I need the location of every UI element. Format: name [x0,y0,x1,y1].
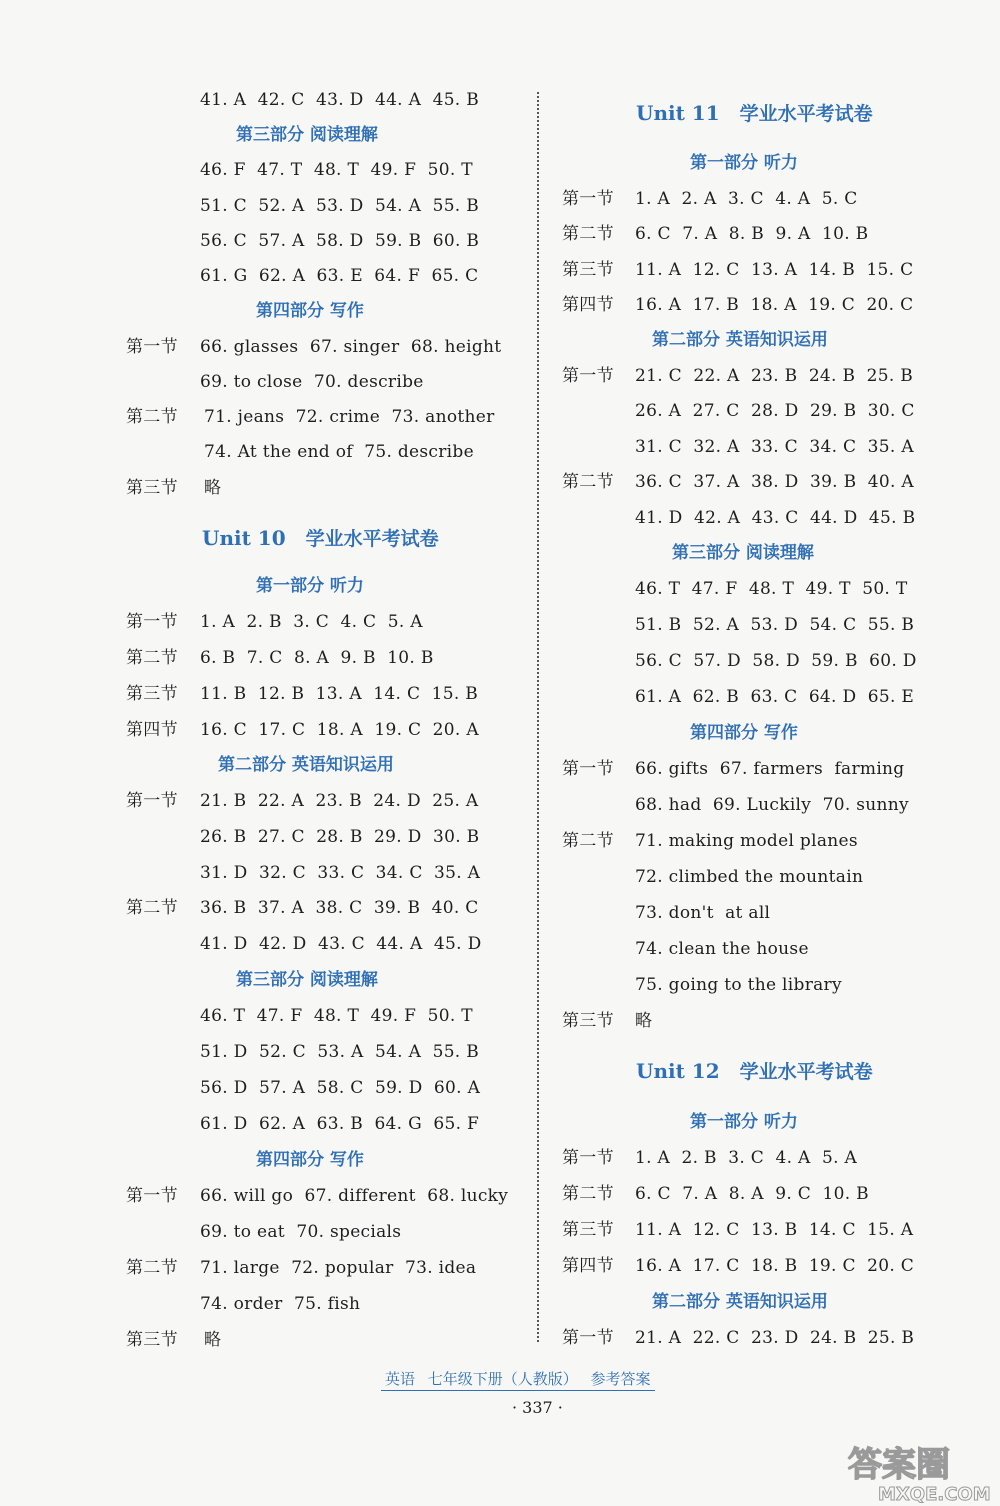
answer-row [540,358,1000,394]
unit-heading [202,518,439,558]
answer-row [0,1214,530,1250]
unit-number: Unit 11 [636,101,720,125]
answer-text: 11. B 12. B 13. A 14. C 15. B [200,684,479,704]
unit-title: 学业水平考试卷 [305,528,439,550]
answer-text: 36. C 37. A 38. D 39. B 40. A [635,472,915,492]
answer-text: 6. C 7. A 8. B 9. A 10. B [635,224,869,244]
answer-text: 46. T 47. F 48. T 49. F 50. T [200,1006,473,1026]
answer-text: 41. D 42. A 43. C 44. D 45. B [635,508,916,528]
answer-row [540,393,1000,429]
unit-number: Unit 10 [202,526,286,550]
section-heading: 第四部分 写作 [256,301,364,321]
answer-row [0,855,530,891]
answer-row [0,604,530,640]
unit-heading [636,1051,873,1091]
answer-text: 46. T 47. F 48. T 49. T 50. T [635,579,908,599]
page-number: · 337 · [512,1398,563,1417]
answer-text: 21. C 22. A 23. B 24. B 25. B [635,366,914,386]
answer-text: 21. A 22. C 23. D 24. B 25. B [635,1328,915,1348]
column-divider [537,92,539,1342]
answer-text: 21. B 22. A 23. B 24. D 25. A [200,791,479,811]
answer-text: 略 [635,1011,653,1031]
section-heading: 第二部分 英语知识运用 [652,330,828,350]
answer-row [540,500,1000,536]
answer-row [540,643,1000,679]
answer-row [540,1320,1000,1356]
answer-text: 11. A 12. C 13. B 14. C 15. A [635,1220,914,1240]
unit-number: Unit 12 [636,1059,720,1083]
section-label: 第一节 [562,1148,614,1168]
answer-text: 31. C 32. A 33. C 34. C 35. A [635,437,914,457]
section-heading: 第二部分 英语知识运用 [652,1292,828,1312]
section-label: 第二节 [126,407,178,427]
section-label: 第四节 [126,720,178,740]
answer-row [540,464,1000,500]
answer-row [540,931,1000,967]
answer-row [0,399,530,435]
answer-text: 31. D 32. C 33. C 34. C 35. A [200,863,481,883]
answer-text: 6. C 7. A 8. A 9. C 10. B [635,1184,869,1204]
answer-text: 1. A 2. B 3. C 4. A 5. A [635,1148,858,1168]
answer-row [540,1212,1000,1248]
answer-row [0,258,530,294]
answer-row [540,895,1000,931]
answer-row [0,364,530,400]
unit-title: 学业水平考试卷 [739,1061,873,1083]
answer-text: 72. climbed the mountain [635,867,864,887]
answer-text: 1. A 2. B 3. C 4. C 5. A [200,612,423,632]
answer-row [540,859,1000,895]
answer-text: 16. A 17. B 18. A 19. C 20. C [635,295,914,315]
section-label: 第一节 [562,366,614,386]
section-heading: 第一部分 听力 [256,576,364,596]
answer-text: 36. B 37. A 38. C 39. B 40. C [200,898,479,918]
answer-text: 56. D 57. A 58. C 59. D 60. A [200,1078,481,1098]
section-label: 第二节 [562,831,614,851]
answer-text: 26. B 27. C 28. B 29. D 30. B [200,827,480,847]
answer-text: 71. large 72. popular 73. idea [200,1258,477,1278]
answer-row [0,1286,530,1322]
section-label: 第二节 [126,1258,178,1278]
answer-row [0,223,530,259]
answer-text: 66. gifts 67. farmers farming [635,759,905,779]
answer-text: 11. A 12. C 13. A 14. B 15. C [635,260,914,280]
section-heading: 第四部分 写作 [690,723,798,743]
answer-row [540,571,1000,607]
watermark-text: 答案圈 [848,1445,950,1485]
answer-text: 68. had 69. Luckily 70. sunny [635,795,909,815]
answer-row [0,434,530,470]
answer-row [0,1034,530,1070]
answer-text: 略 [204,1330,222,1350]
answer-row [0,470,530,506]
answer-row [0,890,530,926]
answer-text: 16. C 17. C 18. A 19. C 20. A [200,720,479,740]
section-label: 第一节 [126,612,178,632]
section-label: 第一节 [562,1328,614,1348]
answer-text: 75. going to the library [635,975,842,995]
section-label: 第三节 [562,1011,614,1031]
answer-row [540,429,1000,465]
answer-row [540,216,1000,252]
footer-book-title: 英语 七年级下册（人教版） 参考答案 [381,1368,655,1391]
answer-text: 74. order 75. fish [200,1294,361,1314]
section-label: 第一节 [126,791,178,811]
section-label: 第四节 [562,1256,614,1276]
answer-row [540,967,1000,1003]
answer-text: 69. to eat 70. specials [200,1222,402,1242]
answer-row [0,676,530,712]
answer-row [0,712,530,748]
watermark-logo [838,1440,998,1506]
section-heading: 第三部分 阅读理解 [236,125,378,145]
answer-text: 66. glasses 67. singer 68. height [200,337,502,357]
answer-row [0,1070,530,1106]
answer-text: 71. making model planes [635,831,858,851]
section-label: 第三节 [126,1330,178,1350]
section-label: 第二节 [126,898,178,918]
section-label: 第三节 [562,260,614,280]
section-label: 第二节 [126,648,178,668]
answer-row [540,252,1000,288]
section-label: 第二节 [562,1184,614,1204]
answer-row [540,1140,1000,1176]
answer-row [0,783,530,819]
answer-row [0,926,530,962]
answer-text: 61. A 62. B 63. C 64. D 65. E [635,687,915,707]
watermark-domain: MXQE.COM [878,1484,991,1505]
answer-text: 51. D 52. C 53. A 54. A 55. B [200,1042,480,1062]
answer-text: 51. B 52. A 53. D 54. C 55. B [635,615,915,635]
answer-row [540,1003,1000,1039]
answer-row [0,640,530,676]
answer-text: 73. don't at all [635,903,771,923]
answer-text: 16. A 17. C 18. B 19. C 20. C [635,1256,915,1276]
section-label: 第四节 [562,295,614,315]
section-label: 第一节 [562,189,614,209]
section-heading: 第四部分 写作 [256,1150,364,1170]
section-label: 第一节 [126,337,178,357]
answer-text: 略 [204,478,222,498]
answer-row [0,998,530,1034]
unit-title: 学业水平考试卷 [739,103,873,125]
answer-text: 41. A 42. C 43. D 44. A 45. B [200,90,480,110]
answer-row [0,1178,530,1214]
answer-row [0,1250,530,1286]
answer-row [0,819,530,855]
answer-row [540,751,1000,787]
answer-row [540,679,1000,715]
answer-text: 51. C 52. A 53. D 54. A 55. B [200,196,480,216]
answer-row [540,287,1000,323]
section-label: 第三节 [562,1220,614,1240]
answer-text: 1. A 2. A 3. C 4. A 5. C [635,189,858,209]
answer-row [0,152,530,188]
answer-row [0,1322,530,1358]
answer-row [0,82,530,118]
answer-text: 56. C 57. A 58. D 59. B 60. B [200,231,480,251]
answer-text: 61. G 62. A 63. E 64. F 65. C [200,266,479,286]
section-label: 第一节 [126,1186,178,1206]
answer-text: 74. At the end of 75. describe [204,442,474,462]
unit-heading [636,93,873,133]
section-heading: 第三部分 阅读理解 [672,543,814,563]
section-label: 第三节 [126,684,178,704]
answer-text: 66. will go 67. different 68. lucky [200,1186,509,1206]
section-heading: 第二部分 英语知识运用 [218,755,394,775]
answer-text: 6. B 7. C 8. A 9. B 10. B [200,648,434,668]
answer-row [540,1176,1000,1212]
section-label: 第二节 [562,472,614,492]
answer-row [0,329,530,365]
answer-text: 56. C 57. D 58. D 59. B 60. D [635,651,917,671]
answer-text: 26. A 27. C 28. D 29. B 30. C [635,401,915,421]
section-label: 第三节 [126,478,178,498]
answer-text: 69. to close 70. describe [200,372,424,392]
answer-text: 71. jeans 72. crime 73. another [204,407,495,427]
answer-row [540,1248,1000,1284]
answer-row [0,1106,530,1142]
answer-text: 74. clean the house [635,939,809,959]
section-heading: 第一部分 听力 [690,153,798,173]
answer-text: 46. F 47. T 48. T 49. F 50. T [200,160,473,180]
answer-text: 61. D 62. A 63. B 64. G 65. F [200,1114,480,1134]
answer-row [540,823,1000,859]
section-heading: 第一部分 听力 [690,1112,798,1132]
answer-row [0,188,530,224]
answer-row [540,607,1000,643]
answer-text: 41. D 42. D 43. C 44. A 45. D [200,934,482,954]
answer-row [540,181,1000,217]
answer-row [540,787,1000,823]
section-heading: 第三部分 阅读理解 [236,970,378,990]
section-label: 第一节 [562,759,614,779]
section-label: 第二节 [562,224,614,244]
